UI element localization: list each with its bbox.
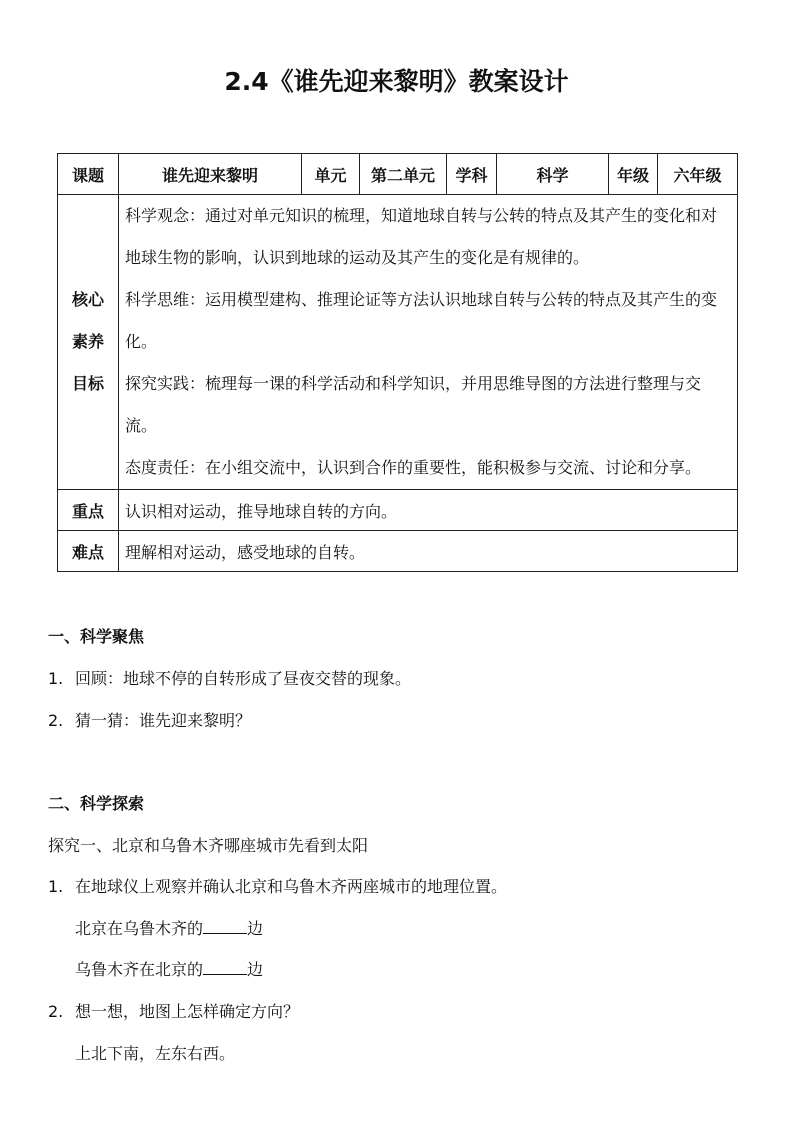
key-point-row (58, 490, 738, 531)
list-text: 在地球仪上观察并确认北京和乌鲁木齐两座城市的地理位置。 (75, 877, 508, 896)
difficulty-row (58, 531, 738, 572)
answer-blank[interactable] (203, 918, 247, 934)
core-goals-label (58, 195, 119, 490)
list-item (48, 999, 299, 1022)
topic-label: 课题 (58, 154, 119, 195)
list-item (48, 666, 411, 689)
answer-text: 上北下南，左东右西。 (75, 1044, 236, 1063)
fill-blank-suffix: 边 (247, 960, 264, 979)
page-title: 2.4《谁先迎来黎明》教案设计 (224, 67, 569, 96)
topic-value: 谁先迎来黎明 (119, 154, 302, 195)
section1-heading: 一、科学聚焦 (48, 627, 145, 646)
list-text: 想一想，地图上怎样确定方向？ (75, 1002, 300, 1021)
attitude-paragraph: 态度责任：在小组交流中，认识到合作的重要性，能积极参与交流、讨论和分享。 (125, 458, 702, 477)
inquiry-subheading: 探究一、北京和乌鲁木齐哪座城市先看到太阳 (48, 836, 369, 855)
list-number: 2. (48, 1002, 64, 1021)
answer-blank[interactable] (203, 959, 247, 975)
difficulty-text: 理解相对运动，感受地球的自转。 (119, 531, 738, 572)
grade-label: 年级 (609, 154, 658, 195)
science-thinking-paragraph: 科学思维：运用模型建构、推理论证等方法认识地球自转与公转的特点及其产生的变化。 (125, 290, 718, 351)
subject-label: 学科 (447, 154, 497, 195)
key-point-label: 重点 (58, 490, 119, 531)
subject-value: 科学 (497, 154, 609, 195)
list-text: 回顾：地球不停的自转形成了昼夜交替的现象。 (75, 669, 412, 688)
list-number: 2. (48, 711, 64, 730)
core-label-line: 素养 (71, 332, 104, 351)
lesson-plan-table (57, 153, 738, 572)
unit-label: 单元 (302, 154, 360, 195)
list-number: 1. (48, 669, 64, 688)
core-goals-row (58, 195, 738, 490)
fill-blank-prefix: 乌鲁木齐在北京的 (75, 960, 204, 979)
difficulty-label: 难点 (58, 531, 119, 572)
core-label-line: 目标 (71, 374, 104, 393)
fill-blank-line (75, 916, 263, 939)
core-label-line: 核心 (71, 290, 104, 309)
fill-blank-suffix: 边 (247, 919, 264, 938)
key-point-text: 认识相对运动，推导地球自转的方向。 (119, 490, 738, 531)
list-text: 猜一猜：谁先迎来黎明？ (75, 711, 252, 730)
inquiry-practice-paragraph: 探究实践：梳理每一课的科学活动和科学知识，并用思维导图的方法进行整理与交流。 (125, 374, 702, 435)
list-item (48, 708, 251, 731)
core-goals-text (119, 195, 738, 490)
section2-heading: 二、科学探索 (48, 794, 145, 813)
science-concept-paragraph: 科学观念：通过对单元知识的梳理，知道地球自转与公转的特点及其产生的变化和对地球生物的影响，认识到地球的运动及其产生的变化是有规律的。 (125, 206, 718, 267)
grade-value: 六年级 (658, 154, 738, 195)
fill-blank-line (75, 957, 263, 980)
unit-value: 第二单元 (360, 154, 447, 195)
table-header-row (58, 154, 738, 195)
list-number: 1. (48, 877, 64, 896)
list-item (48, 874, 507, 897)
fill-blank-prefix: 北京在乌鲁木齐的 (75, 919, 204, 938)
